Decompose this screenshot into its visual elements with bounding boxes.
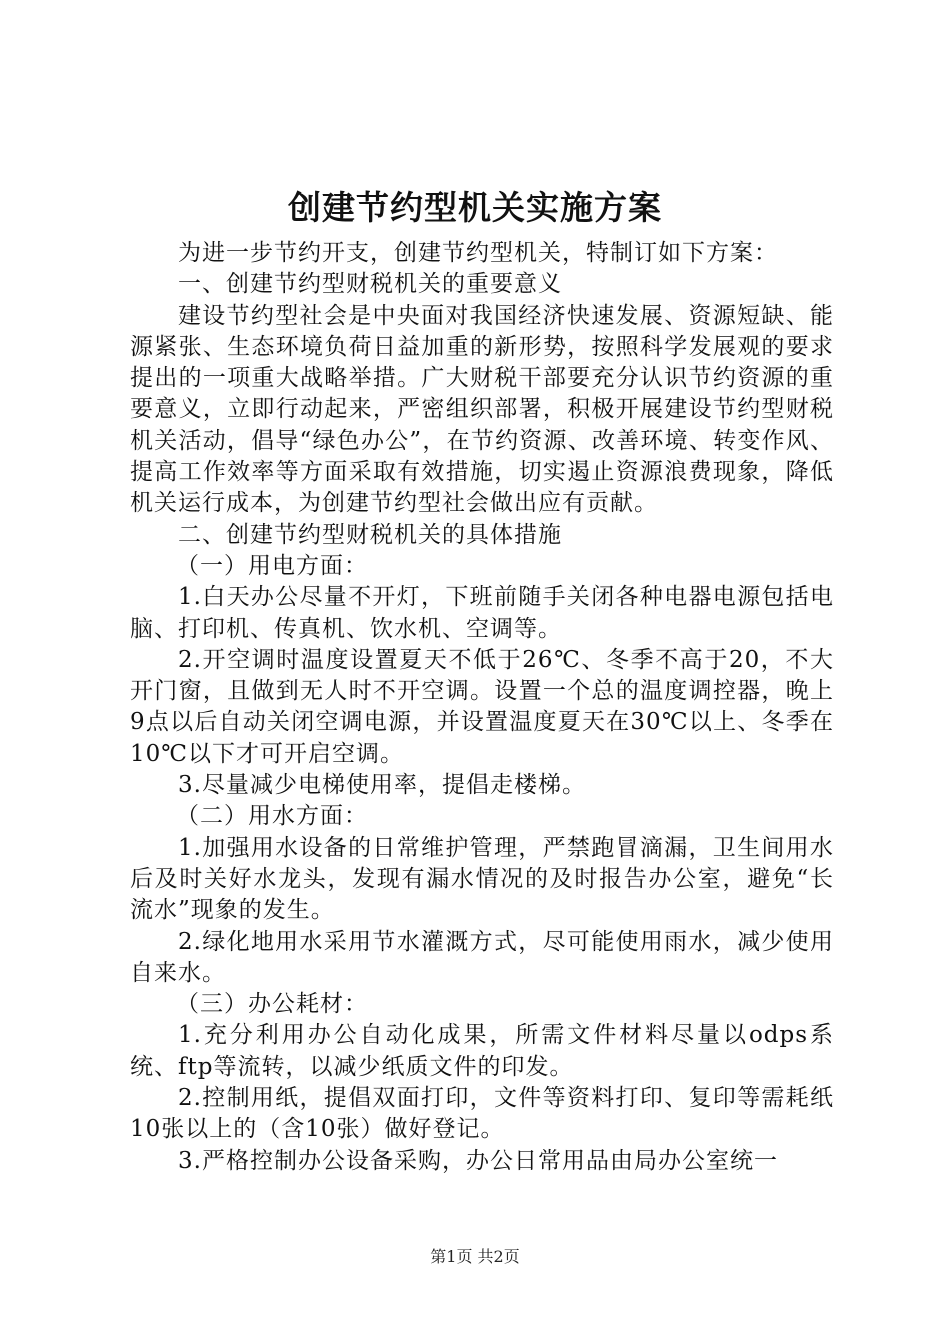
section2-heading: 二、创建节约型财税机关的具体措施	[178, 521, 562, 548]
sub3-heading: （三）办公耗材：	[176, 991, 368, 1018]
sub2-heading: （二）用水方面：	[176, 803, 368, 830]
section1-paragraph: 建设节约型社会是中央面对我国经济快速发展、资源短缺、能源紧张、生态环境负荷日益加重的新形势，按照科学发展观的要求提出的一项重大战略举措。广大财税干部要充分认识节约资源的重要意义，立即行动起来，严密组织部署，积极开展建设节约型财税机关活动，倡导“绿色办公”，在节约资源、改善环境、转变作风、提高工作效率等方面采取有效措施，切实遏止资源浪费现象，降低机关运行成本，为创建节约型社会做出应有贡献。	[130, 302, 834, 517]
intro-paragraph: 为进一步节约开支，创建节约型机关，特制订如下方案：	[178, 240, 778, 266]
document-body	[130, 238, 834, 1177]
list-item: 3.严格控制办公设备采购，办公日常用品由局办公室统一	[178, 1147, 778, 1174]
page-number-footer: 第1页 共2页	[430, 1247, 520, 1266]
document-title: 创建节约型机关实施方案	[288, 188, 662, 227]
section1-heading: 一、创建节约型财税机关的重要意义	[178, 271, 562, 298]
list-item: 1.加强用水设备的日常维护管理，严禁跑冒滴漏，卫生间用水后及时关好水龙头，发现有漏水情况的及时报告办公室，避免“长流水”现象的发生。	[130, 834, 834, 924]
list-item: 1.充分利用办公自动化成果，所需文件材料尽量以odps系统、ftp等流转，以减少纸质文件的印发。	[130, 1022, 834, 1080]
list-item: 1.白天办公尽量不开灯，下班前随手关闭各种电器电源包括电脑、打印机、传真机、饮水机、空调等。	[130, 584, 834, 642]
sub1-heading: （一）用电方面：	[176, 552, 368, 579]
list-item: 2.控制用纸，提倡双面打印，文件等资料打印、复印等需耗纸10张以上的（含10张）做好登记。	[130, 1085, 834, 1143]
list-item: 2.开空调时温度设置夏天不低于26℃、冬季不高于20，不大开门窗，且做到无人时不开空调。设置一个总的温度调控器，晚上9点以后自动关闭空调电源，并设置温度夏天在30℃以上、冬季在10℃以下才可开启空调。	[130, 646, 834, 767]
list-item: 3.尽量减少电梯使用率，提倡走楼梯。	[178, 772, 586, 799]
list-item: 2.绿化地用水采用节水灌溉方式，尽可能使用雨水，减少使用自来水。	[130, 928, 834, 986]
